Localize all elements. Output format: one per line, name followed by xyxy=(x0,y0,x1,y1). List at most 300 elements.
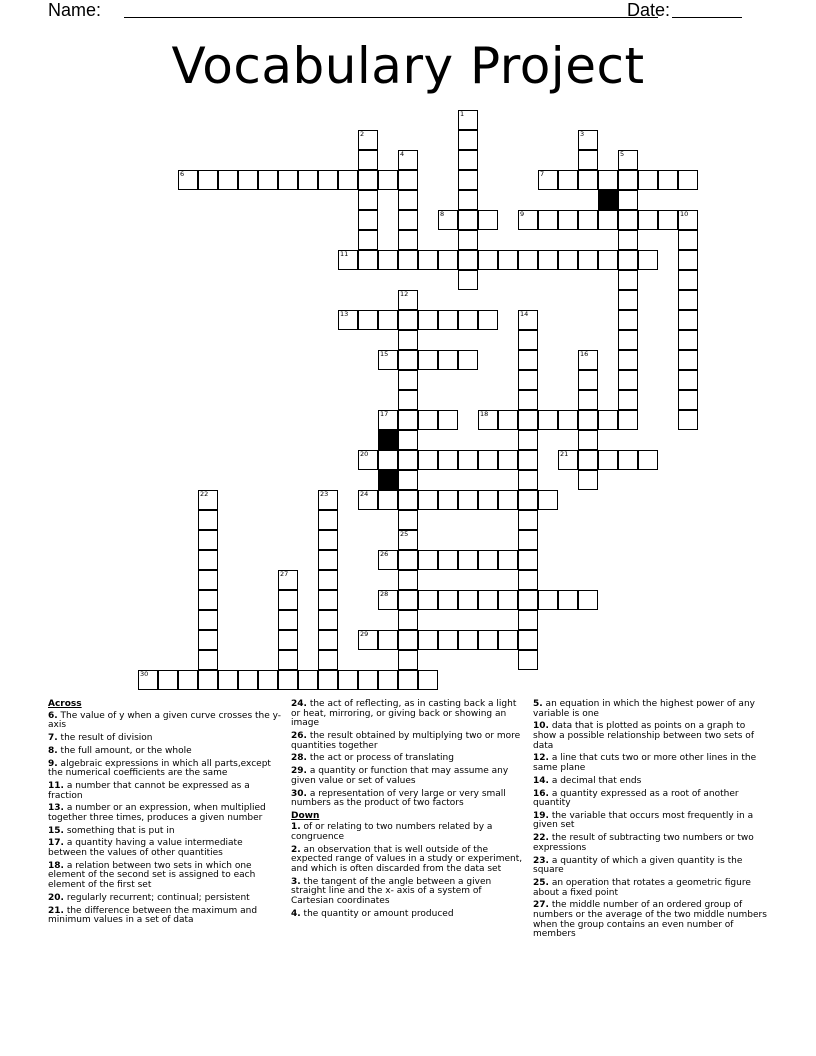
grid-cell[interactable] xyxy=(238,670,258,690)
clue-number: 30. xyxy=(291,788,307,799)
grid-cell[interactable] xyxy=(678,270,698,290)
grid-cell[interactable] xyxy=(578,470,598,490)
grid-cell[interactable] xyxy=(458,630,478,650)
grid-cell[interactable] xyxy=(358,170,378,190)
grid-cell[interactable] xyxy=(618,450,638,470)
clue-item xyxy=(291,767,527,786)
clue-text: a quantity or function that may assume any given value or set of values xyxy=(291,766,509,786)
grid-cell[interactable] xyxy=(358,250,378,270)
grid-cell[interactable] xyxy=(618,210,638,230)
clue-item xyxy=(48,712,284,731)
grid-cell[interactable] xyxy=(578,390,598,410)
clue-number: 11. xyxy=(48,780,64,791)
grid-cell[interactable] xyxy=(518,410,538,430)
grid-cell[interactable] xyxy=(678,330,698,350)
clue-item xyxy=(48,839,284,858)
black-square xyxy=(598,190,618,210)
grid-cell[interactable] xyxy=(318,570,338,590)
grid-cell[interactable] xyxy=(318,510,338,530)
grid-cell[interactable] xyxy=(458,350,478,370)
grid-cell[interactable] xyxy=(458,230,478,250)
grid-cell[interactable] xyxy=(478,310,498,330)
grid-cell[interactable] xyxy=(518,470,538,490)
name-label: Name: xyxy=(48,0,102,20)
grid-cell[interactable] xyxy=(498,410,518,430)
grid-cell[interactable] xyxy=(518,590,538,610)
clue-item xyxy=(48,782,284,801)
clue-number: 24. xyxy=(291,699,307,709)
clue-number: 2. xyxy=(291,844,301,855)
clue-text: a number that cannot be expressed as a fraction xyxy=(48,780,250,801)
grid-cell[interactable] xyxy=(278,670,298,690)
grid-cell[interactable] xyxy=(378,250,398,270)
clue-number-label: 25 xyxy=(400,530,409,538)
grid-cell[interactable] xyxy=(398,410,418,430)
clue-text: the tangent of the angle between a given straight line and the x- axis of a system of Cartesian coordinates xyxy=(291,876,492,906)
clue-text: a quantity of which a given quantity is the square xyxy=(533,855,743,876)
grid-cell[interactable] xyxy=(618,370,638,390)
grid-cell[interactable] xyxy=(618,170,638,190)
clue-number: 5. xyxy=(533,699,543,709)
clue-number: 26. xyxy=(291,730,307,741)
grid-cell[interactable] xyxy=(458,170,478,190)
clue-number-label: 18 xyxy=(480,410,489,418)
clue-number-label: 15 xyxy=(380,350,389,358)
grid-cell[interactable] xyxy=(458,490,478,510)
grid-cell[interactable] xyxy=(358,310,378,330)
clue-text: the act or process of translating xyxy=(306,753,454,764)
grid-cell[interactable] xyxy=(358,670,378,690)
grid-cell[interactable] xyxy=(398,470,418,490)
clue-number-label: 30 xyxy=(140,670,149,678)
grid-cell[interactable] xyxy=(398,550,418,570)
grid-cell[interactable] xyxy=(618,350,638,370)
grid-cell[interactable] xyxy=(678,390,698,410)
grid-cell[interactable] xyxy=(538,210,558,230)
grid-cell[interactable] xyxy=(658,170,678,190)
grid-cell[interactable] xyxy=(338,170,358,190)
grid-cell[interactable] xyxy=(278,630,298,650)
clue-number-label: 5 xyxy=(620,150,625,158)
grid-cell[interactable] xyxy=(538,250,558,270)
grid-cell[interactable] xyxy=(398,190,418,210)
clue-text: something that is put in xyxy=(63,825,175,836)
grid-cell[interactable] xyxy=(578,250,598,270)
page-title: Vocabulary Project xyxy=(171,37,645,95)
grid-cell[interactable] xyxy=(618,230,638,250)
grid-cell[interactable] xyxy=(438,550,458,570)
grid-cell[interactable] xyxy=(678,290,698,310)
grid-cell[interactable] xyxy=(598,170,618,190)
grid-cell[interactable] xyxy=(438,490,458,510)
grid-cell[interactable] xyxy=(498,550,518,570)
clue-number: 9. xyxy=(48,758,58,769)
grid-cell[interactable] xyxy=(438,410,458,430)
grid-cell[interactable] xyxy=(438,590,458,610)
grid-cell[interactable] xyxy=(198,590,218,610)
grid-cell[interactable] xyxy=(458,210,478,230)
grid-cell[interactable] xyxy=(398,430,418,450)
grid-cell[interactable] xyxy=(458,190,478,210)
clue-number-label: 26 xyxy=(380,550,389,558)
clue-item xyxy=(48,760,284,779)
grid-cell[interactable] xyxy=(398,590,418,610)
grid-cell[interactable] xyxy=(278,650,298,670)
clue-text: regularly recurrent; continual; persistent xyxy=(63,892,250,903)
grid-cell[interactable] xyxy=(358,230,378,250)
clue-item xyxy=(291,910,527,920)
grid-cell[interactable] xyxy=(578,430,598,450)
across-heading: Across xyxy=(48,699,82,709)
clue-number-label: 12 xyxy=(400,290,409,298)
clue-number-label: 10 xyxy=(680,210,689,218)
grid-cell[interactable] xyxy=(618,190,638,210)
grid-cell[interactable] xyxy=(638,250,658,270)
grid-cell[interactable] xyxy=(598,250,618,270)
grid-cell[interactable] xyxy=(678,410,698,430)
grid-cell[interactable] xyxy=(458,310,478,330)
grid-cell[interactable] xyxy=(518,650,538,670)
grid-cell[interactable] xyxy=(578,450,598,470)
grid-cell[interactable] xyxy=(378,170,398,190)
grid-cell[interactable] xyxy=(278,590,298,610)
clue-item xyxy=(533,722,769,751)
grid-cell[interactable] xyxy=(318,610,338,630)
grid-cell[interactable] xyxy=(578,150,598,170)
grid-cell[interactable] xyxy=(398,210,418,230)
grid-cell[interactable] xyxy=(538,490,558,510)
grid-cell[interactable] xyxy=(198,670,218,690)
grid-cell[interactable] xyxy=(198,510,218,530)
clue-item xyxy=(48,804,284,823)
grid-cell[interactable] xyxy=(498,250,518,270)
clue-number-label: 1 xyxy=(460,110,465,118)
grid-cell[interactable] xyxy=(258,170,278,190)
clue-number: 17. xyxy=(48,838,64,849)
grid-cell[interactable] xyxy=(398,510,418,530)
grid-cell[interactable] xyxy=(418,310,438,330)
clue-number: 27. xyxy=(533,900,549,911)
grid-cell[interactable] xyxy=(618,270,638,290)
clue-text: The value of y when a given curve crosses the y-axis xyxy=(48,710,282,731)
grid-cell[interactable] xyxy=(438,450,458,470)
grid-cell[interactable] xyxy=(418,490,438,510)
grid-cell[interactable] xyxy=(638,170,658,190)
clue-list xyxy=(533,700,769,940)
grid-cell[interactable] xyxy=(498,630,518,650)
grid-cell[interactable] xyxy=(298,670,318,690)
clue-number: 3. xyxy=(291,876,301,887)
grid-cell[interactable] xyxy=(358,210,378,230)
grid-cell[interactable] xyxy=(518,350,538,370)
grid-cell[interactable] xyxy=(198,650,218,670)
grid-cell[interactable] xyxy=(678,350,698,370)
clue-item xyxy=(533,812,769,831)
grid-cell[interactable] xyxy=(378,450,398,470)
clue-number-label: 3 xyxy=(580,130,585,138)
clue-text: a line that cuts two or more other lines in the same plane xyxy=(533,753,757,773)
grid-cell[interactable] xyxy=(478,490,498,510)
clue-item xyxy=(533,777,769,787)
grid-cell[interactable] xyxy=(438,310,458,330)
clue-text: the result obtained by multiplying two or more quantities together xyxy=(291,730,521,751)
grid-cell[interactable] xyxy=(478,550,498,570)
grid-cell[interactable] xyxy=(598,410,618,430)
grid-cell[interactable] xyxy=(278,610,298,630)
grid-cell[interactable] xyxy=(458,590,478,610)
grid-cell[interactable] xyxy=(418,550,438,570)
grid-cell[interactable] xyxy=(498,450,518,470)
grid-cell[interactable] xyxy=(278,170,298,190)
grid-cell[interactable] xyxy=(498,590,518,610)
grid-cell[interactable] xyxy=(318,530,338,550)
grid-cell[interactable] xyxy=(418,350,438,370)
clue-number: 13. xyxy=(48,803,64,814)
grid-cell[interactable] xyxy=(538,410,558,430)
grid-cell[interactable] xyxy=(318,170,338,190)
clue-number-label: 7 xyxy=(540,170,545,178)
clue-number: 19. xyxy=(533,810,549,821)
grid-cell[interactable] xyxy=(478,590,498,610)
grid-cell[interactable] xyxy=(378,490,398,510)
clue-item xyxy=(533,879,769,898)
grid-cell[interactable] xyxy=(218,670,238,690)
grid-cell[interactable] xyxy=(178,670,198,690)
grid-cell[interactable] xyxy=(398,390,418,410)
clue-text: a decimal that ends xyxy=(548,775,642,786)
grid-cell[interactable] xyxy=(638,450,658,470)
grid-cell[interactable] xyxy=(538,590,558,610)
grid-cell[interactable] xyxy=(618,410,638,430)
grid-cell[interactable] xyxy=(398,370,418,390)
grid-cell[interactable] xyxy=(518,610,538,630)
clues-column-2 xyxy=(291,700,527,923)
grid-cell[interactable] xyxy=(418,590,438,610)
clue-number-label: 21 xyxy=(560,450,569,458)
grid-cell[interactable] xyxy=(618,390,638,410)
grid-cell[interactable] xyxy=(578,370,598,390)
clue-number-label: 11 xyxy=(340,250,349,258)
grid-cell[interactable] xyxy=(418,410,438,430)
grid-cell[interactable] xyxy=(518,490,538,510)
grid-cell[interactable] xyxy=(198,570,218,590)
grid-cell[interactable] xyxy=(318,630,338,650)
clue-number-label: 14 xyxy=(520,310,529,318)
clue-item xyxy=(291,846,527,875)
grid-cell[interactable] xyxy=(638,210,658,230)
grid-cell[interactable] xyxy=(398,170,418,190)
grid-cell[interactable] xyxy=(518,450,538,470)
clue-item xyxy=(533,857,769,876)
grid-cell[interactable] xyxy=(678,170,698,190)
grid-cell[interactable] xyxy=(398,350,418,370)
clue-text: the result of division xyxy=(57,732,153,743)
clues-column-3 xyxy=(533,700,769,943)
grid-cell[interactable] xyxy=(618,250,638,270)
grid-cell[interactable] xyxy=(498,490,518,510)
clue-number: 21. xyxy=(48,905,64,916)
clue-item xyxy=(48,827,284,837)
grid-cell[interactable] xyxy=(518,390,538,410)
grid-cell[interactable] xyxy=(458,550,478,570)
clue-text: the quantity or amount produced xyxy=(300,908,454,919)
grid-cell[interactable] xyxy=(418,630,438,650)
clue-item xyxy=(48,907,284,926)
clue-list xyxy=(291,823,527,919)
grid-cell[interactable] xyxy=(318,550,338,570)
clue-item xyxy=(533,754,769,773)
clue-item xyxy=(48,894,284,904)
grid-cell[interactable] xyxy=(658,210,678,230)
clue-text: a representation of very large or very small numbers as the product of two factors xyxy=(291,788,506,809)
grid-cell[interactable] xyxy=(198,170,218,190)
clue-number: 25. xyxy=(533,878,549,888)
clue-text: of or relating to two numbers related by a congruence xyxy=(291,822,493,843)
grid-cell[interactable] xyxy=(618,290,638,310)
clue-number-label: 17 xyxy=(380,410,389,418)
clue-number-label: 23 xyxy=(320,490,329,498)
grid-cell[interactable] xyxy=(458,150,478,170)
grid-cell[interactable] xyxy=(378,310,398,330)
grid-cell[interactable] xyxy=(518,430,538,450)
grid-cell[interactable] xyxy=(578,170,598,190)
grid-cell[interactable] xyxy=(378,670,398,690)
clue-number: 10. xyxy=(533,721,549,732)
clue-number: 8. xyxy=(48,745,58,756)
clue-text: the act of reflecting, as in casting back a light or heat, mirroring, or giving back or showing an image xyxy=(291,699,517,729)
grid-cell[interactable] xyxy=(438,350,458,370)
grid-cell[interactable] xyxy=(578,410,598,430)
clue-text: the result of subtracting two numbers or two expressions xyxy=(533,833,754,853)
grid-cell[interactable] xyxy=(238,170,258,190)
grid-cell[interactable] xyxy=(558,250,578,270)
grid-cell[interactable] xyxy=(398,610,418,630)
grid-cell[interactable] xyxy=(618,330,638,350)
grid-cell[interactable] xyxy=(398,230,418,250)
clue-number: 12. xyxy=(533,753,549,764)
clue-item xyxy=(291,823,527,842)
grid-cell[interactable] xyxy=(338,670,358,690)
grid-cell[interactable] xyxy=(518,370,538,390)
grid-cell[interactable] xyxy=(478,250,498,270)
clue-number-label: 6 xyxy=(180,170,185,178)
grid-cell[interactable] xyxy=(398,250,418,270)
clue-text: a number or an expression, when multiplied together three times, produces a given number xyxy=(48,803,266,823)
clue-number: 7. xyxy=(48,732,58,743)
grid-cell[interactable] xyxy=(318,670,338,690)
clue-number: 4. xyxy=(291,908,301,919)
clue-item xyxy=(48,734,284,744)
clue-number: 16. xyxy=(533,788,549,799)
grid-cell[interactable] xyxy=(458,450,478,470)
clue-item xyxy=(291,700,527,729)
grid-cell[interactable] xyxy=(418,670,438,690)
grid-cell[interactable] xyxy=(458,270,478,290)
grid-cell[interactable] xyxy=(458,250,478,270)
down-heading: Down xyxy=(291,810,320,821)
grid-cell[interactable] xyxy=(598,210,618,230)
grid-cell[interactable] xyxy=(558,410,578,430)
grid-cell[interactable] xyxy=(438,250,458,270)
grid-cell[interactable] xyxy=(258,670,278,690)
grid-cell[interactable] xyxy=(218,170,238,190)
grid-cell[interactable] xyxy=(518,510,538,530)
grid-cell[interactable] xyxy=(378,630,398,650)
grid-cell[interactable] xyxy=(518,530,538,550)
clue-number-label: 29 xyxy=(360,630,369,638)
grid-cell[interactable] xyxy=(578,590,598,610)
grid-cell[interactable] xyxy=(478,630,498,650)
grid-cell[interactable] xyxy=(318,650,338,670)
grid-cell[interactable] xyxy=(518,550,538,570)
grid-cell[interactable] xyxy=(358,190,378,210)
grid-cell[interactable] xyxy=(518,630,538,650)
grid-cell[interactable] xyxy=(358,150,378,170)
grid-cell[interactable] xyxy=(618,310,638,330)
grid-cell[interactable] xyxy=(678,230,698,250)
clue-item xyxy=(291,790,527,809)
grid-cell[interactable] xyxy=(398,650,418,670)
grid-cell[interactable] xyxy=(558,170,578,190)
grid-cell[interactable] xyxy=(418,250,438,270)
grid-cell[interactable] xyxy=(398,670,418,690)
grid-cell[interactable] xyxy=(518,330,538,350)
clue-number: 6. xyxy=(48,710,58,721)
grid-cell[interactable] xyxy=(398,630,418,650)
grid-cell[interactable] xyxy=(558,590,578,610)
clue-number-label: 13 xyxy=(340,310,349,318)
grid-cell[interactable] xyxy=(518,570,538,590)
clue-number-label: 24 xyxy=(360,490,369,498)
grid-cell[interactable] xyxy=(678,370,698,390)
clue-text: a quantity having a value intermediate between the values of other quantities xyxy=(48,838,243,859)
grid-cell[interactable] xyxy=(678,250,698,270)
clue-number: 29. xyxy=(291,766,307,777)
grid-cell[interactable] xyxy=(458,130,478,150)
grid-cell[interactable] xyxy=(418,450,438,470)
clue-number: 15. xyxy=(48,825,64,836)
grid-cell[interactable] xyxy=(198,530,218,550)
grid-cell[interactable] xyxy=(438,630,458,650)
grid-cell[interactable] xyxy=(198,630,218,650)
grid-cell[interactable] xyxy=(298,170,318,190)
black-square xyxy=(378,470,398,490)
grid-cell[interactable] xyxy=(318,590,338,610)
grid-cell[interactable] xyxy=(158,670,178,690)
grid-cell[interactable] xyxy=(398,330,418,350)
grid-cell[interactable] xyxy=(478,450,498,470)
grid-cell[interactable] xyxy=(678,310,698,330)
grid-cell[interactable] xyxy=(398,570,418,590)
clue-text: an equation in which the highest power of any variable is one xyxy=(533,699,755,719)
clue-number: 14. xyxy=(533,775,549,786)
grid-cell[interactable] xyxy=(398,310,418,330)
grid-cell[interactable] xyxy=(398,490,418,510)
grid-cell[interactable] xyxy=(478,210,498,230)
grid-cell[interactable] xyxy=(578,210,598,230)
grid-cell[interactable] xyxy=(398,450,418,470)
clue-number: 18. xyxy=(48,860,64,871)
grid-cell[interactable] xyxy=(558,210,578,230)
clue-text: the variable that occurs most frequently in a given set xyxy=(533,810,754,831)
grid-cell[interactable] xyxy=(518,250,538,270)
grid-cell[interactable] xyxy=(198,610,218,630)
grid-cell[interactable] xyxy=(198,550,218,570)
clue-text: the difference between the maximum and minimum values in a set of data xyxy=(48,905,258,926)
clue-text: an operation that rotates a geometric figure about a fixed point xyxy=(533,878,751,898)
clue-number-label: 20 xyxy=(360,450,369,458)
grid-cell[interactable] xyxy=(598,450,618,470)
